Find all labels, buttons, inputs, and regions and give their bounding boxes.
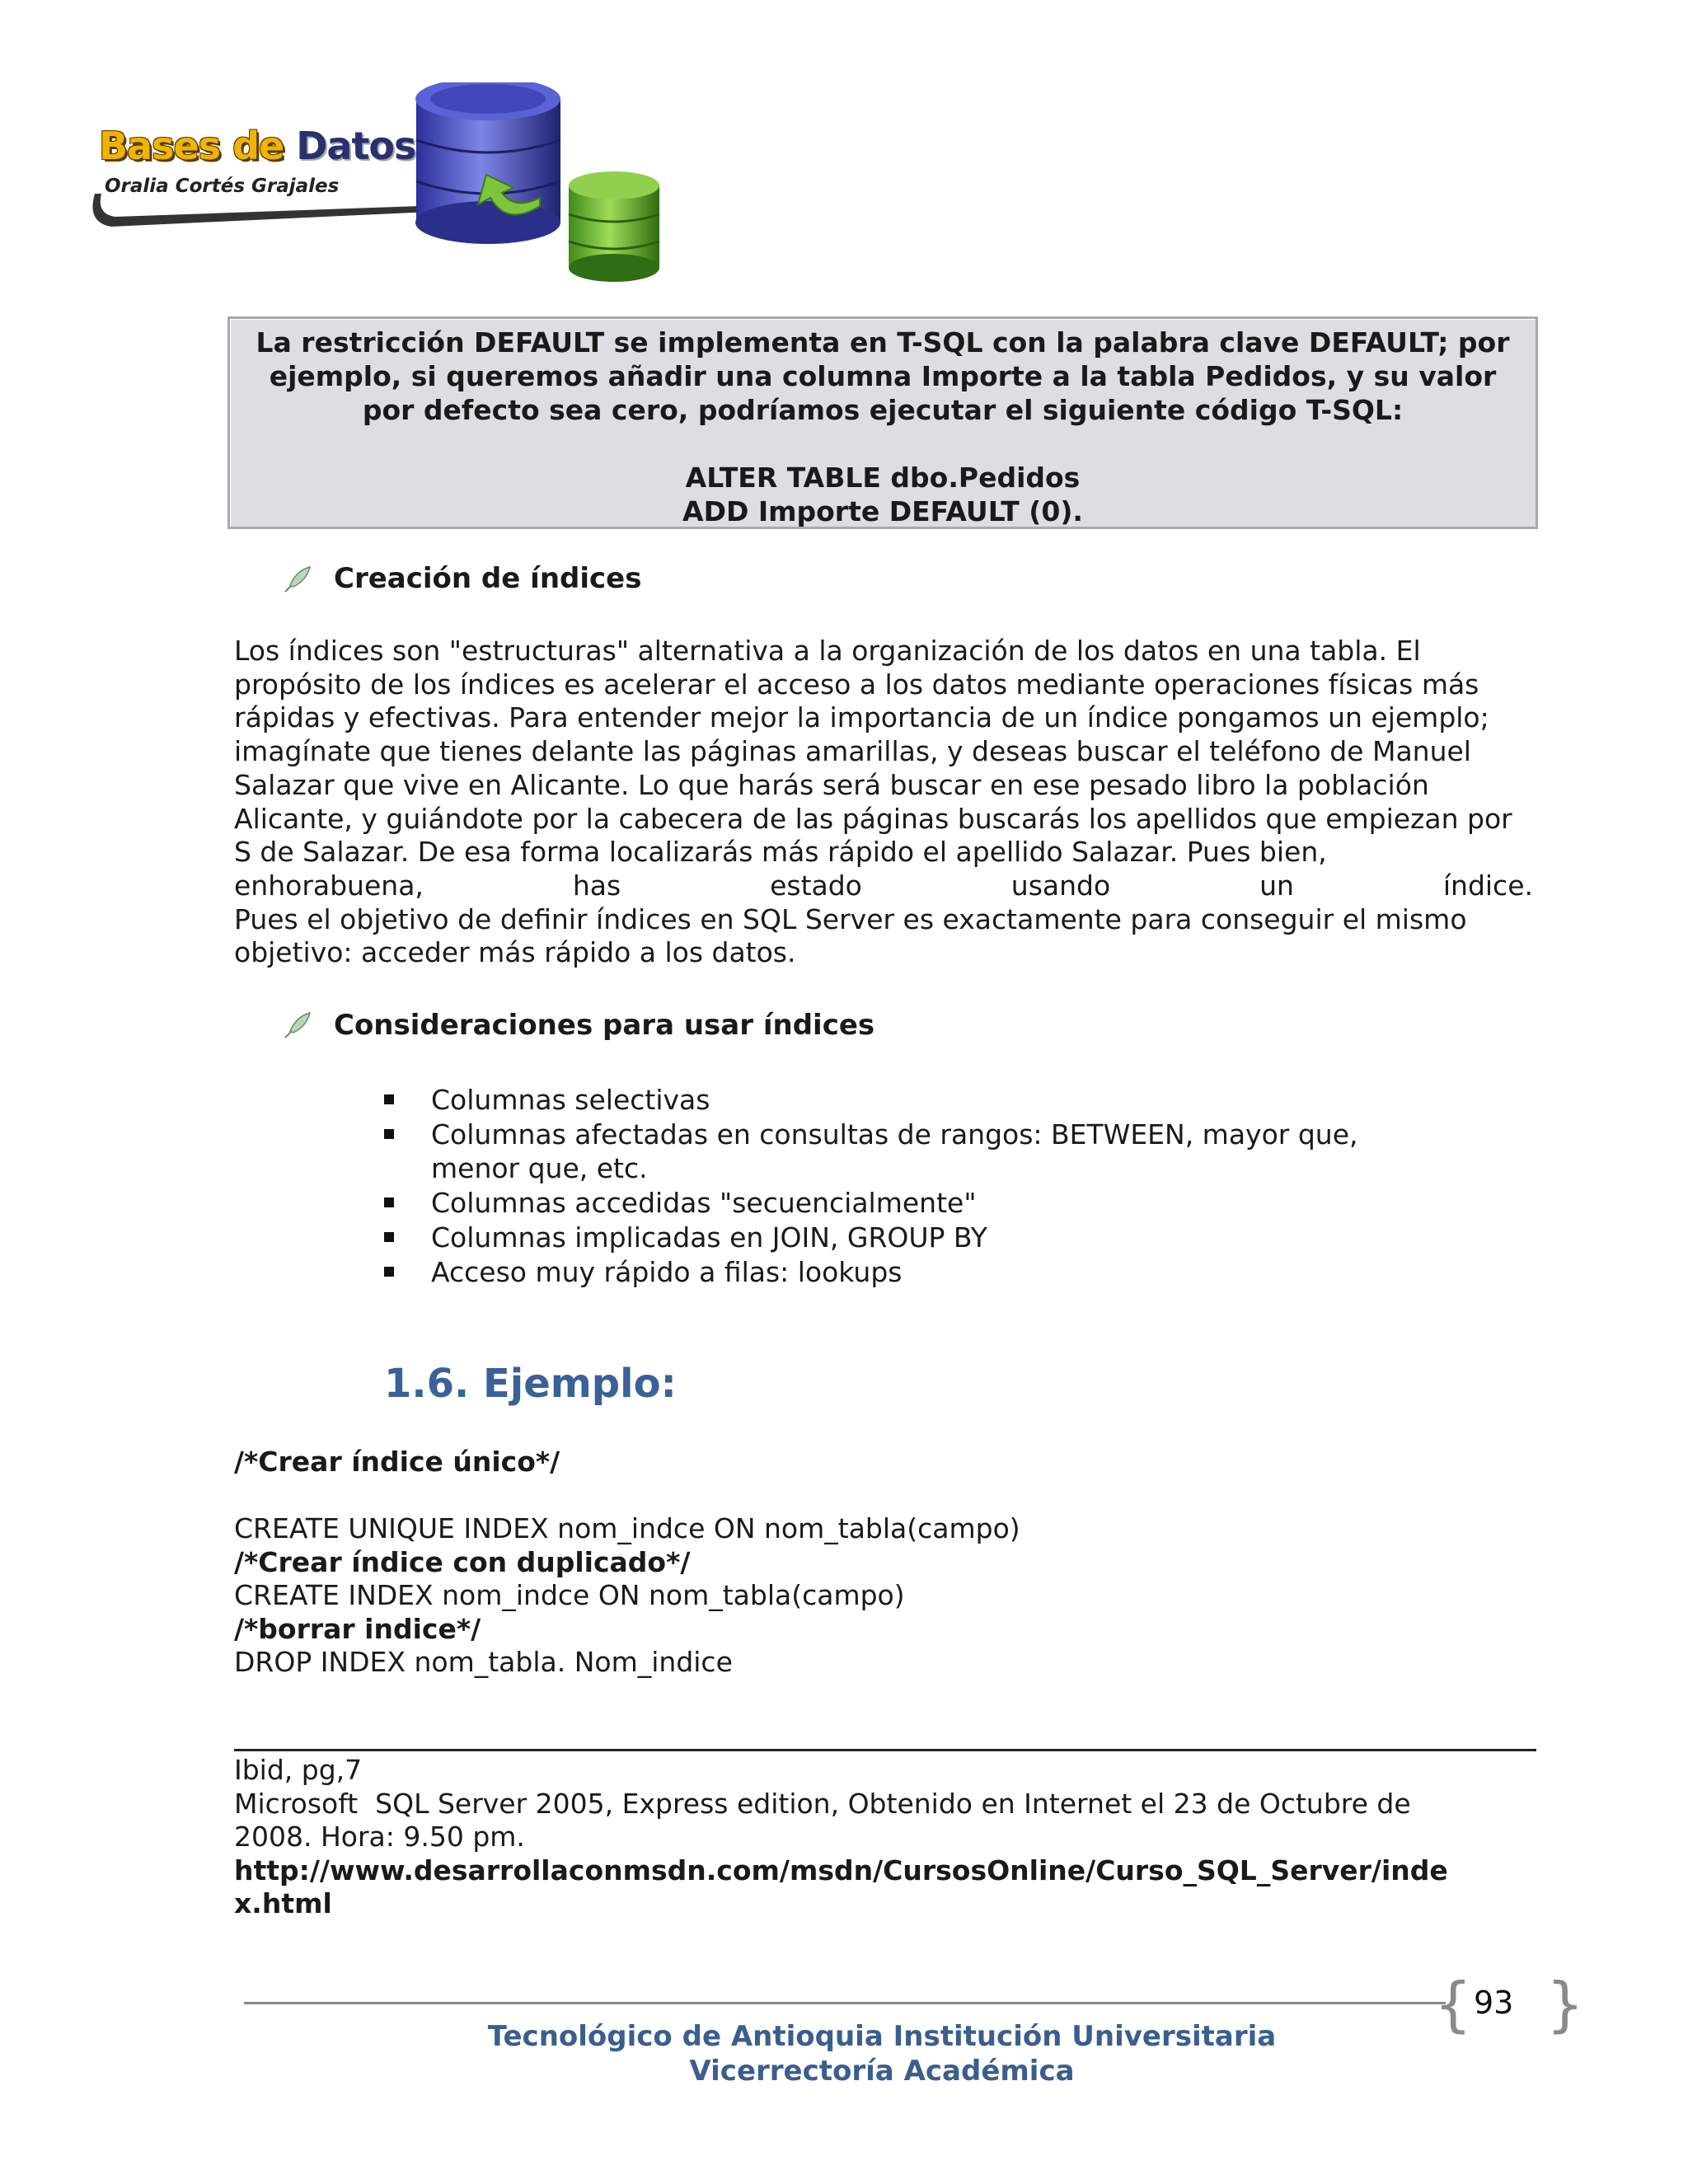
footer-institution xyxy=(330,2019,1434,2088)
institution-name: Tecnológico de Antioquia Institución Universitaria xyxy=(487,2020,1277,2053)
paragraph-line: imagínate que tienes delante las páginas amarillas, y deseas buscar el teléfono de Manuel xyxy=(234,735,1471,768)
square-bullet-icon xyxy=(384,1129,394,1139)
example-code-comment xyxy=(234,1446,1536,1479)
paragraph-line: propósito de los índices es acelerar el acceso a los datos mediante operaciones físicas más xyxy=(234,668,1479,701)
footnote-link[interactable]: http://www.desarrollaconmsdn.com/msdn/CursosOnline/Curso_SQL_Server/inde xyxy=(234,1854,1448,1886)
code-line: CREATE UNIQUE INDEX nom_indce ON nom_tabla(campo) xyxy=(234,1512,1020,1544)
square-bullet-icon xyxy=(384,1267,394,1277)
box-line: ejemplo, si queremos añadir una columna Importe a la tabla Pedidos, y su valor xyxy=(269,360,1497,392)
code-line: DROP INDEX nom_tabla. Nom_indice xyxy=(234,1646,733,1678)
footnote-divider xyxy=(234,1749,1536,1751)
footnote-line: Microsoft SQL Server 2005, Express edition, Obtenido en Internet el 23 de Octubre de xyxy=(234,1787,1411,1820)
list-item: Acceso muy rápido a filas: lookups xyxy=(379,1255,1533,1289)
square-bullet-icon xyxy=(384,1232,394,1242)
square-bullet-icon xyxy=(384,1094,394,1104)
list-item: Columnas implicadas en JOIN, GROUP BY xyxy=(379,1221,1533,1254)
heading-consideraciones: Consideraciones para usar índices xyxy=(334,1009,875,1042)
box-line: por defecto sea cero, podríamos ejecutar el siguiente código T-SQL: xyxy=(362,394,1404,426)
page-number: 93 xyxy=(1474,1985,1514,2021)
list-item: Columnas selectivas xyxy=(379,1083,1533,1117)
default-restriction-box xyxy=(227,316,1538,529)
section-title-ejemplo: 1.6. Ejemplo: xyxy=(384,1361,677,1407)
paragraph-line: enhorabuena, has estado usando un índice. xyxy=(234,869,1533,902)
paragraph-line: objetivo: acceder más rápido a los datos. xyxy=(234,936,796,969)
list-item: Columnas afectadas en consultas de rangos: BETWEEN, mayor que, menor que, etc. xyxy=(379,1118,1533,1185)
footnote-link[interactable]: x.html xyxy=(234,1887,332,1919)
code-comment: /*Crear índice único*/ xyxy=(234,1446,560,1478)
code-comment: /*Crear índice con duplicado*/ xyxy=(234,1545,691,1578)
paragraph-line: Los índices son "estructuras" alternativa a la organización de los datos en una tabla. El xyxy=(234,635,1421,667)
footnote-line: Ibid, pg,7 xyxy=(234,1754,363,1786)
code-line: CREATE INDEX nom_indce ON nom_tabla(campo) xyxy=(234,1579,905,1611)
logo-title: Bases de Datos xyxy=(99,124,416,168)
paragraph-line: Alicante, y guiándote por la cabecera de las páginas buscarás los apellidos que empiezan por xyxy=(234,802,1512,835)
example-code-block xyxy=(234,1512,1536,1680)
right-bracket-icon: } xyxy=(1546,1970,1584,2039)
department-name: Vicerrectoría Académica xyxy=(689,2055,1075,2088)
list-item: Columnas accedidas "secuencialmente" xyxy=(379,1186,1533,1220)
square-bullet-icon xyxy=(384,1197,394,1207)
feather-bullet-icon xyxy=(282,1010,315,1039)
paragraph-line: S de Salazar. De esa forma localizarás más rápido el apellido Salazar. Pues bien, xyxy=(234,836,1327,869)
code-comment: /*borrar indice*/ xyxy=(234,1612,481,1645)
left-bracket-icon: { xyxy=(1434,1970,1472,2039)
paragraph-line: Salazar que vive en Alicante. Lo que harás será buscar en ese pesado libro la población xyxy=(234,768,1429,801)
box-line: La restricción DEFAULT se implementa en T-SQL con la palabra clave DEFAULT; por xyxy=(256,326,1510,359)
feather-bullet-icon xyxy=(282,564,315,593)
box-code-line: ADD Importe DEFAULT (0). xyxy=(682,495,1083,527)
green-database-icon xyxy=(569,171,659,282)
indices-paragraph xyxy=(234,635,1533,970)
footnotes xyxy=(234,1754,1536,1921)
heading-creacion-indices: Creación de índices xyxy=(334,562,642,595)
consideraciones-list xyxy=(379,1083,1533,1290)
blue-database-icon xyxy=(415,82,560,244)
paragraph-line: rápidas y efectivas. Para entender mejor la importancia de un índice pongamos un ejemplo; xyxy=(234,701,1489,734)
paragraph-line: Pues el objetivo de definir índices en SQL Server es exactamente para conseguir el mismo xyxy=(234,902,1467,935)
box-code-line: ALTER TABLE dbo.Pedidos xyxy=(685,462,1081,494)
footnote-line: 2008. Hora: 9.50 pm. xyxy=(234,1821,525,1853)
footer-divider xyxy=(244,2002,1446,2004)
logo-author: Oralia Cortés Grajales xyxy=(105,176,340,197)
